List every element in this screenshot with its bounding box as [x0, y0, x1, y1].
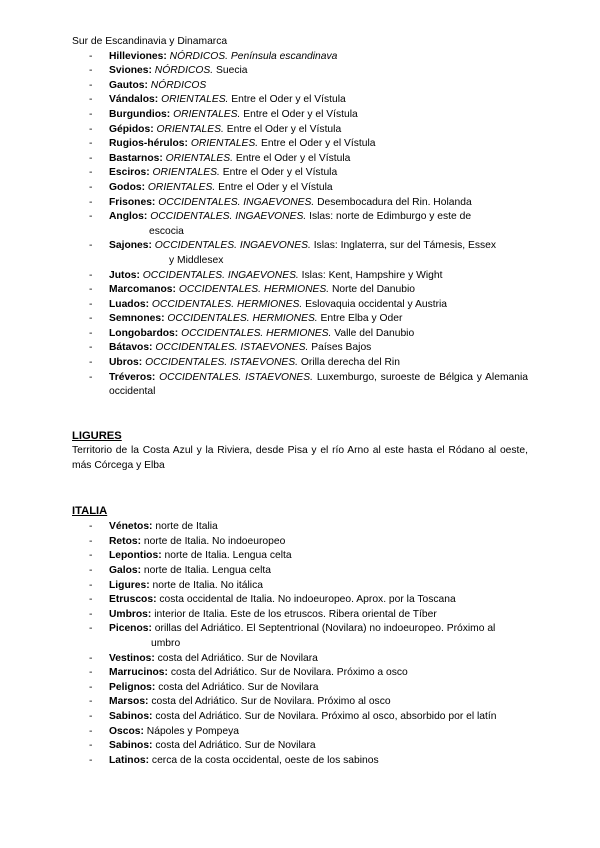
tribe-group: ORIENTALES.: [190, 138, 259, 150]
list-item: - Tréveros: OCCIDENTALES. ISTAEVONES. Luxemburgo, suroeste de Bélgica y Alemania occidental: [89, 371, 528, 398]
list-item: - Hilleviones: NÓRDICOS. Península escandinava: [89, 50, 338, 62]
list-item: - Vándalos: ORIENTALES. Entre el Oder y el Vístula: [89, 94, 346, 106]
tribe-region: Entre el Oder y el Vístula: [261, 138, 376, 150]
list-item: - Ubros: OCCIDENTALES. ISTAEVONES. Orilla derecha del Rin: [89, 357, 400, 369]
tribe-group: OCCIDENTALES. ISTAEVONES.: [159, 371, 314, 383]
people-description: costa del Adriático. Sur de Novilara: [158, 681, 319, 693]
people-name: Pelignos:: [109, 681, 156, 693]
list-item: - Picenos: orillas del Adriático. El Septentrional (Novilara) no indoeuropeo. Próximo al umbro: [72, 622, 528, 651]
people-description: norte de Italia. No indoeuropeo: [143, 535, 286, 547]
tribe-region: Islas: Kent, Hampshire y Wight: [301, 269, 443, 281]
germanic-tribes-list: [72, 50, 528, 400]
people-description: costa occidental de Italia. No indoeuropeo. Aprox. por la Toscana: [159, 594, 456, 606]
people-name: Sabinos:: [109, 740, 153, 752]
people-name: Vestinos:: [109, 652, 155, 664]
tribe-name: Esciros:: [109, 167, 150, 179]
people-name: Retos:: [109, 535, 142, 547]
list-item: - Sviones: NÓRDICOS. Suecia: [89, 65, 248, 77]
list-item: - Marsos: costa del Adriático. Sur de Novilara. Próximo al osco: [89, 696, 391, 708]
tribe-group: ORIENTALES.: [156, 123, 224, 135]
italia-section: [72, 504, 528, 769]
tribe-region: Orilla derecha del Rin: [300, 357, 400, 369]
list-item: - Godos: ORIENTALES. Entre el Oder y el Vístula: [89, 181, 333, 193]
people-description: norte de Italia. Lengua celta: [164, 550, 292, 562]
list-item: - Longobardos: OCCIDENTALES. HERMIONES. Valle del Danubio: [89, 327, 415, 339]
tribe-name: Bátavos:: [109, 342, 153, 354]
tribe-region: Valle del Danubio: [334, 327, 415, 339]
tribe-group: OCCIDENTALES. INGAEVONES.: [154, 240, 311, 252]
list-item: - Marcomanos: OCCIDENTALES. HERMIONES. Norte del Danubio: [89, 284, 415, 296]
tribe-group: ORIENTALES.: [161, 94, 229, 106]
tribe-region: Entre Elba y Oder: [320, 313, 403, 325]
people-description: cerca de la costa occidental, oeste de los sabinos: [151, 754, 379, 766]
tribe-name: Sajones:: [109, 240, 152, 252]
tribe-name: Rugios-hérulos:: [109, 138, 188, 150]
tribe-region: Desembocadura del Rin. Holanda: [317, 196, 472, 208]
tribe-group: ORIENTALES.: [147, 181, 216, 193]
people-description: Nápoles y Pompeya: [146, 725, 239, 737]
tribe-name: Ubros:: [109, 357, 143, 369]
tribe-name: Vándalos:: [109, 94, 159, 106]
tribe-name: Anglos:: [109, 211, 148, 223]
list-item: - Rugios-hérulos: ORIENTALES. Entre el Oder y el Vístula: [89, 138, 376, 150]
list-item: - Gautos: NÓRDICOS: [89, 79, 207, 91]
list-item: - Lepontios: norte de Italia. Lengua celta: [89, 550, 292, 562]
tribe-group: ORIENTALES.: [173, 108, 241, 120]
list-item: - Sabinos: costa del Adriático. Sur de Novilara. Próximo al osco, absorbido por el latín: [89, 710, 497, 722]
tribe-name: Sviones:: [109, 65, 152, 77]
ligures-description: Territorio de la Costa Azul y la Riviera, desde Pisa y el río Arno al este hasta el Ródano al oeste, más Córcega y Elba: [72, 445, 528, 472]
tribe-region: Eslovaquia occidental y Austria: [305, 298, 448, 310]
people-description: interior de Italia. Este de los etruscos. Ribera oriental de Tíber: [154, 608, 437, 620]
tribe-name: Jutos:: [109, 269, 140, 281]
germanic-intro: Sur de Escandinavia y Dinamarca: [72, 36, 228, 47]
tribe-region: Península escandinava: [230, 50, 338, 62]
people-description: orillas del Adriático. El Septentrional (Novilara) no indoeuropeo. Próximo al: [154, 623, 496, 635]
tribe-group: OCCIDENTALES. HERMIONES.: [181, 327, 332, 339]
people-name: Lepontios:: [109, 550, 162, 562]
people-name: Oscos:: [109, 725, 144, 737]
tribe-group: OCCIDENTALES. INGAEVONES.: [158, 196, 315, 208]
list-item: - Bastarnos: ORIENTALES. Entre el Oder y el Vístula: [89, 152, 351, 164]
list-item: - Latinos: cerca de la costa occidental, oeste de los sabinos: [89, 754, 379, 766]
tribe-region: Entre el Oder y el Vístula: [243, 108, 358, 120]
list-item: - Ligures: norte de Italia. No itálica: [89, 579, 263, 591]
people-name: Umbros:: [109, 608, 152, 620]
tribe-name: Semnones:: [109, 313, 165, 325]
people-name: Etruscos:: [109, 594, 157, 606]
people-name: Galos:: [109, 565, 142, 576]
list-item: - Vénetos: norte de Italia: [89, 521, 218, 533]
tribe-group: NÓRDICOS: [150, 79, 207, 91]
tribe-region-continued: escocia: [149, 225, 184, 237]
people-description: costa del Adriático. Sur de Novilara: [157, 652, 318, 664]
people-description: norte de Italia: [155, 521, 218, 533]
tribe-name: Luados:: [109, 298, 150, 310]
people-name: Marsos:: [109, 696, 149, 708]
people-name: Marrucinos:: [109, 667, 168, 679]
tribe-group: ORIENTALES.: [152, 167, 220, 179]
list-item: - Anglos: OCCIDENTALES. INGAEVONES. Islas: norte de Edimburgo y este de escocia: [72, 210, 528, 239]
list-item: - Semnones: OCCIDENTALES. HERMIONES. Entre Elba y Oder: [89, 313, 403, 325]
italia-peoples-list: [72, 520, 528, 768]
people-description-continued: umbro: [151, 637, 181, 649]
people-name: Picenos:: [109, 623, 152, 635]
people-name: Vénetos:: [109, 521, 153, 533]
tribe-group: OCCIDENTALES. INGAEVONES.: [142, 269, 299, 281]
tribe-region: Países Bajos: [311, 342, 372, 354]
ligures-section: [72, 429, 528, 474]
people-description: costa del Adriático. Sur de Novilara. Próximo al osco: [151, 696, 391, 708]
tribe-name: Godos:: [109, 181, 146, 193]
tribe-region: Entre el Oder y el Vístula: [226, 123, 342, 135]
tribe-group: OCCIDENTALES. INGAEVONES.: [150, 211, 307, 223]
list-item: - Etruscos: costa occidental de Italia. No indoeuropeo. Aprox. por la Toscana: [89, 594, 456, 606]
tribe-region: Islas: Inglaterra, sur del Támesis, Essex: [313, 240, 497, 252]
tribe-region: Suecia: [216, 65, 248, 77]
tribe-name: Frisones:: [109, 196, 156, 208]
tribe-group: OCCIDENTALES. HERMIONES.: [167, 313, 318, 325]
tribe-region: Norte del Danubio: [331, 284, 415, 296]
list-item: - Oscos: Nápoles y Pompeya: [89, 725, 239, 737]
tribe-name: Tréveros:: [109, 371, 156, 383]
tribe-group: OCCIDENTALES. HERMIONES.: [151, 298, 303, 310]
tribe-name: Gépidos:: [109, 123, 154, 135]
tribe-group: OCCIDENTALES. ISTAEVONES.: [155, 342, 309, 354]
list-item: - Jutos: OCCIDENTALES. INGAEVONES. Islas: Kent, Hampshire y Wight: [89, 269, 443, 281]
list-item: - Marrucinos: costa del Adriático. Sur de Novilara. Próximo a osco: [89, 667, 408, 679]
tribe-region: Entre el Oder y el Vístula: [222, 167, 338, 179]
people-description: costa del Adriático. Sur de Novilara: [155, 740, 316, 752]
tribe-group: OCCIDENTALES. HERMIONES.: [178, 284, 330, 296]
people-name: Sabinos:: [109, 710, 153, 722]
tribe-name: Burgundios:: [109, 108, 171, 120]
tribe-name: Marcomanos:: [109, 284, 176, 296]
people-description: costa del Adriático. Sur de Novilara. Próximo al osco, absorbido por el latín: [155, 710, 497, 722]
list-item: - Burgundios: ORIENTALES. Entre el Oder y el Vístula: [89, 108, 358, 120]
tribe-region: Entre el Oder y el Vístula: [231, 94, 346, 106]
list-item: - Bátavos: OCCIDENTALES. ISTAEVONES. Países Bajos: [89, 342, 372, 354]
list-item: - Galos: norte de Italia. Lengua celta: [89, 565, 272, 576]
people-description: norte de Italia. Lengua celta: [143, 565, 272, 576]
tribe-region: Luxemburgo, suroeste de Bélgica y Alemania occidental: [109, 371, 528, 398]
tribe-name: Bastarnos:: [109, 152, 163, 164]
tribe-region: Entre el Oder y el Vístula: [235, 152, 351, 164]
list-item: - Pelignos: costa del Adriático. Sur de Novilara: [89, 681, 319, 693]
document-page: [72, 35, 528, 768]
tribe-region-continued: y Middlesex: [169, 254, 224, 266]
ligures-heading: LIGURES: [72, 429, 122, 442]
list-item: - Sabinos: costa del Adriático. Sur de Novilara: [89, 740, 316, 752]
list-item: - Gépidos: ORIENTALES. Entre el Oder y el Vístula: [89, 123, 342, 135]
tribe-group: NÓRDICOS.: [154, 65, 214, 77]
tribe-name: Hilleviones:: [109, 50, 167, 62]
people-description: costa del Adriático. Sur de Novilara. Próximo a osco: [170, 667, 408, 679]
list-item: - Sajones: OCCIDENTALES. INGAEVONES. Islas: Inglaterra, sur del Támesis, Essex y Middlesex: [72, 239, 528, 268]
tribe-group: NÓRDICOS.: [169, 50, 229, 62]
tribe-group: ORIENTALES.: [165, 152, 233, 164]
tribe-name: Gautos:: [109, 79, 148, 91]
list-item: - Vestinos: costa del Adriático. Sur de Novilara: [89, 652, 318, 664]
tribe-region: Islas: norte de Edimburgo y este de: [309, 211, 472, 223]
people-name: Ligures:: [109, 579, 150, 591]
tribe-region: Entre el Oder y el Vístula: [218, 181, 333, 193]
people-name: Latinos:: [109, 754, 150, 766]
tribe-group: OCCIDENTALES. ISTAEVONES.: [145, 357, 299, 369]
list-item: - Esciros: ORIENTALES. Entre el Oder y el Vístula: [89, 167, 338, 179]
italia-heading: ITALIA: [72, 504, 108, 517]
list-item: - Frisones: OCCIDENTALES. INGAEVONES. Desembocadura del Rin. Holanda: [89, 196, 472, 208]
tribe-name: Longobardos:: [109, 327, 179, 339]
list-item: - Umbros: interior de Italia. Este de los etruscos. Ribera oriental de Tíber: [89, 608, 437, 620]
people-description: norte de Italia. No itálica: [152, 579, 263, 591]
list-item: - Retos: norte de Italia. No indoeuropeo: [89, 535, 286, 547]
list-item: - Luados: OCCIDENTALES. HERMIONES. Eslovaquia occidental y Austria: [89, 298, 448, 310]
